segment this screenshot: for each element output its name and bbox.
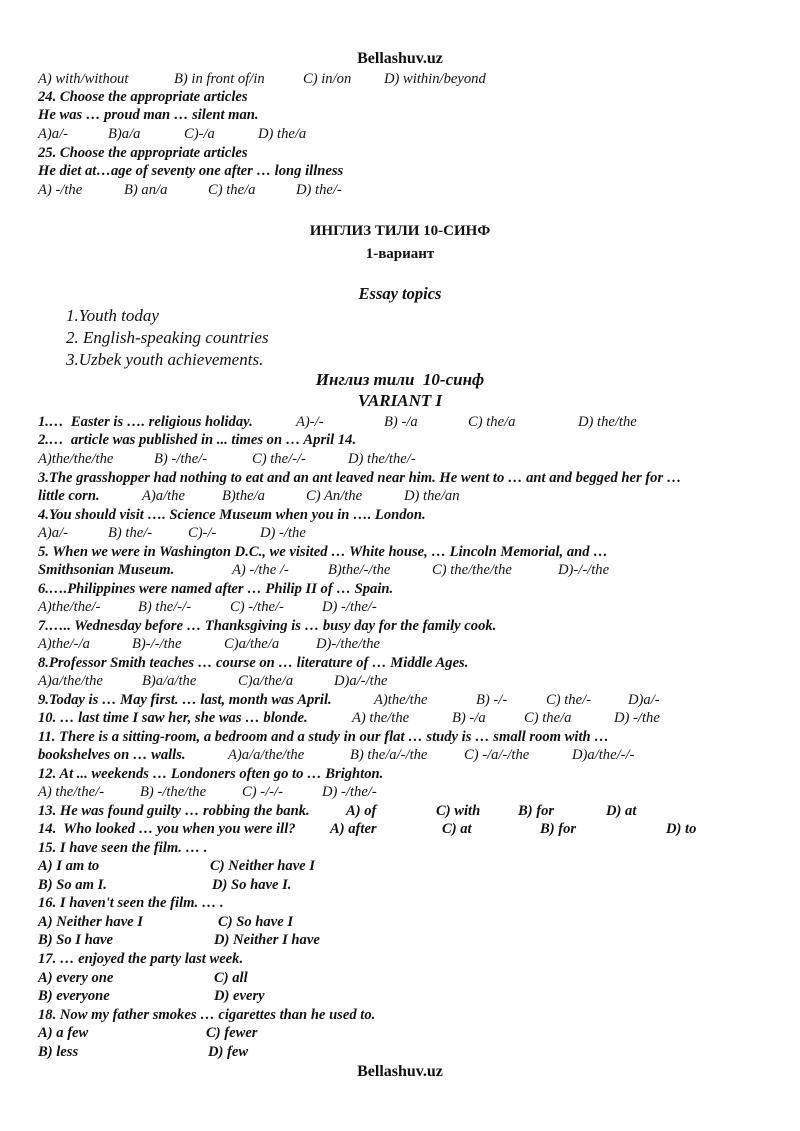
question-text: 18. Now my father smokes … cigarettes than he used to. — [38, 1007, 376, 1023]
option: C) in/on — [303, 71, 352, 87]
option: C) Neither have I — [210, 858, 315, 874]
option: B) -/the/- — [154, 451, 208, 467]
question-text: 12. At ... weekends … Londoners often go to … Brighton. — [38, 766, 384, 782]
option: C)-/a — [184, 126, 215, 142]
question-text: 6.….Philippines were named after … Philip II of … Spain. — [38, 581, 394, 597]
option: A)the/-/a — [38, 636, 90, 652]
option: A)the/the — [374, 692, 428, 708]
option: C) at — [442, 821, 472, 837]
option: D) So have I. — [212, 877, 292, 893]
q18-options — [38, 1024, 768, 1042]
option: D) -/the/- — [322, 784, 377, 800]
question-text: 13. He was found guilty … robbing the bank. — [38, 803, 310, 819]
option: A) -/the /- — [232, 562, 289, 578]
question-row — [38, 802, 768, 820]
option: A) -/the — [38, 182, 83, 198]
essay-topic: 1.Youth today — [66, 306, 159, 325]
option: C)a/the/a — [238, 673, 294, 689]
question-text: 1.… Easter is …. religious holiday. — [38, 414, 253, 430]
section-title: Инглиз тили 10-синф — [315, 370, 485, 389]
option: C) with — [436, 803, 481, 819]
question-row — [38, 691, 768, 709]
question-text: 11. There is a sitting-room, a bedroom and a study in our flat … study is … small room with … — [38, 729, 609, 745]
option: D)a/-/the — [334, 673, 388, 689]
option: A) Neither have I — [38, 914, 143, 930]
question-text: 17. … enjoyed the party last week. — [38, 951, 244, 967]
q17-options — [38, 987, 768, 1005]
q8-options — [38, 672, 768, 690]
q12-options — [38, 783, 768, 801]
option: C) An/the — [306, 488, 363, 504]
option: A) after — [330, 821, 377, 837]
option: B)the/-/the — [328, 562, 391, 578]
q16-options — [38, 913, 768, 931]
option: A)a/a/the/the — [228, 747, 305, 763]
option: C)a/the/a — [224, 636, 280, 652]
option: A) the/the — [352, 710, 410, 726]
option: C) the/a — [468, 414, 516, 430]
q4-options — [38, 524, 768, 542]
question-row — [38, 413, 768, 431]
option: B) for — [540, 821, 577, 837]
question-text: 5. When we were in Washington D.C., we visited … White house, … Lincoln Memorial, and … — [38, 544, 608, 560]
option: A)the/the/the — [38, 451, 114, 467]
option: D) to — [666, 821, 697, 837]
test-title: ИНГЛИЗ ТИЛИ 10-СИНФ — [309, 223, 491, 239]
option: D)a/the/-/- — [572, 747, 635, 763]
option: A) of — [346, 803, 377, 819]
question-text: 8.Professor Smith teaches … course on … literature of … Middle Ages. — [38, 655, 469, 671]
option: B) everyone — [38, 988, 110, 1004]
q24-text: He was … proud man … silent man. — [38, 107, 259, 123]
option: D) the/a — [258, 126, 307, 142]
q25-options — [38, 181, 768, 199]
option: A)a/- — [38, 525, 68, 541]
q15-options — [38, 876, 768, 894]
option: A) a few — [38, 1025, 89, 1041]
site-header: Bellashuv.uz — [357, 50, 443, 67]
option: C)-/- — [188, 525, 217, 541]
option: D) at — [606, 803, 637, 819]
q15-options — [38, 857, 768, 875]
option: B) So am I. — [38, 877, 107, 893]
q23-options — [38, 70, 768, 88]
option: B) -/- — [476, 692, 508, 708]
question-row — [38, 820, 768, 838]
q11-options — [38, 746, 768, 764]
option: B) So I have — [38, 932, 113, 948]
option: B) the/- — [108, 525, 153, 541]
question-text: 9.Today is … May first. … last, month was April. — [38, 692, 332, 708]
option: D) the/the/- — [348, 451, 416, 467]
option: D) the/an — [404, 488, 460, 504]
option: B) -/a — [384, 414, 418, 430]
option: B) in front of/in — [174, 71, 265, 87]
q25-title: 25. Choose the appropriate articles — [38, 145, 248, 161]
question-text: bookshelves on … walls. — [38, 747, 186, 763]
q24-options — [38, 125, 768, 143]
option: D) -/the — [614, 710, 660, 726]
option: D) -/the — [260, 525, 306, 541]
option: A)a/- — [38, 126, 68, 142]
essay-topic: 3.Uzbek youth achievements. — [66, 350, 264, 369]
option: B) -/a — [452, 710, 486, 726]
question-text: 3.The grasshopper had nothing to eat and an ant leaved near him. He went to … ant and begged her for … — [38, 470, 682, 486]
q16-options — [38, 931, 768, 949]
option: C) -/-/- — [242, 784, 283, 800]
q18-options — [38, 1043, 768, 1061]
option: B) -/the/the — [140, 784, 207, 800]
option: D)-/the/the — [316, 636, 381, 652]
question-text: Smithsonian Museum. — [38, 562, 175, 578]
question-text: 10. … last time I saw her, she was … blonde. — [38, 710, 308, 726]
option: B)a/a — [108, 126, 141, 142]
option: C) the/- — [546, 692, 591, 708]
question-text: 7.….. Wednesday before … Thanksgiving is … busy day for the family cook. — [38, 618, 497, 634]
test-variant: 1-вариант — [365, 246, 435, 262]
essay-heading: Essay topics — [358, 284, 442, 303]
essay-topic: 2. English-speaking countries — [66, 328, 269, 347]
q17-options — [38, 969, 768, 987]
option: C) fewer — [206, 1025, 258, 1041]
option: C) -/the/- — [230, 599, 284, 615]
option: B) for — [518, 803, 555, 819]
q2-options — [38, 450, 768, 468]
q25-text: He diet at…age of seventy one after … long illness — [38, 163, 344, 179]
q7-options — [38, 635, 768, 653]
q24-title: 24. Choose the appropriate articles — [38, 89, 248, 105]
option: B)the/a — [222, 488, 265, 504]
option: A) I am to — [38, 858, 100, 874]
option: D)-/-/the — [558, 562, 610, 578]
question-text: 4.You should visit …. Science Museum when you in …. London. — [38, 507, 426, 523]
option: B)-/-/the — [132, 636, 182, 652]
option: C) -/a/-/the — [464, 747, 530, 763]
q6-options — [38, 598, 768, 616]
option: B) less — [38, 1044, 79, 1060]
option: C) the/a — [524, 710, 572, 726]
question-text: 15. I have seen the film. … . — [38, 840, 208, 856]
site-footer: Bellashuv.uz — [357, 1063, 443, 1080]
question-row — [38, 709, 768, 727]
q5-options — [38, 561, 768, 579]
option: C) the/the/the — [432, 562, 512, 578]
option: B) the/a/-/the — [350, 747, 428, 763]
option: B)a/a/the — [142, 673, 197, 689]
option: B) the/-/- — [138, 599, 192, 615]
question-text: 2.… article was published in ... times on … April 14. — [38, 432, 357, 448]
option: C) the/-/- — [252, 451, 306, 467]
question-text: 16. I haven't seen the film. … . — [38, 895, 224, 911]
section-variant: VARIANT I — [357, 391, 443, 410]
option: D) Neither I have — [214, 932, 320, 948]
option: D) the/- — [296, 182, 342, 198]
option: A) every one — [38, 970, 114, 986]
option: C) So have I — [218, 914, 293, 930]
option: D) the/the — [578, 414, 637, 430]
option: D)a/- — [628, 692, 660, 708]
option: D) few — [208, 1044, 249, 1060]
option: A)the/the/- — [38, 599, 101, 615]
question-text: 14. Who looked … you when you were ill? — [38, 821, 296, 837]
option: B) an/a — [124, 182, 168, 198]
option: A)a/the/the — [38, 673, 103, 689]
option: C) all — [214, 970, 248, 986]
q3-options — [38, 487, 768, 505]
option: A)a/the — [142, 488, 185, 504]
option: C) the/a — [208, 182, 256, 198]
option: D) -/the/- — [322, 599, 377, 615]
question-text: little corn. — [38, 488, 100, 504]
option: D) every — [214, 988, 265, 1004]
option: A)-/- — [296, 414, 324, 430]
option: D) within/beyond — [384, 71, 486, 87]
option: A) the/the/- — [38, 784, 105, 800]
option: A) with/without — [38, 71, 129, 87]
